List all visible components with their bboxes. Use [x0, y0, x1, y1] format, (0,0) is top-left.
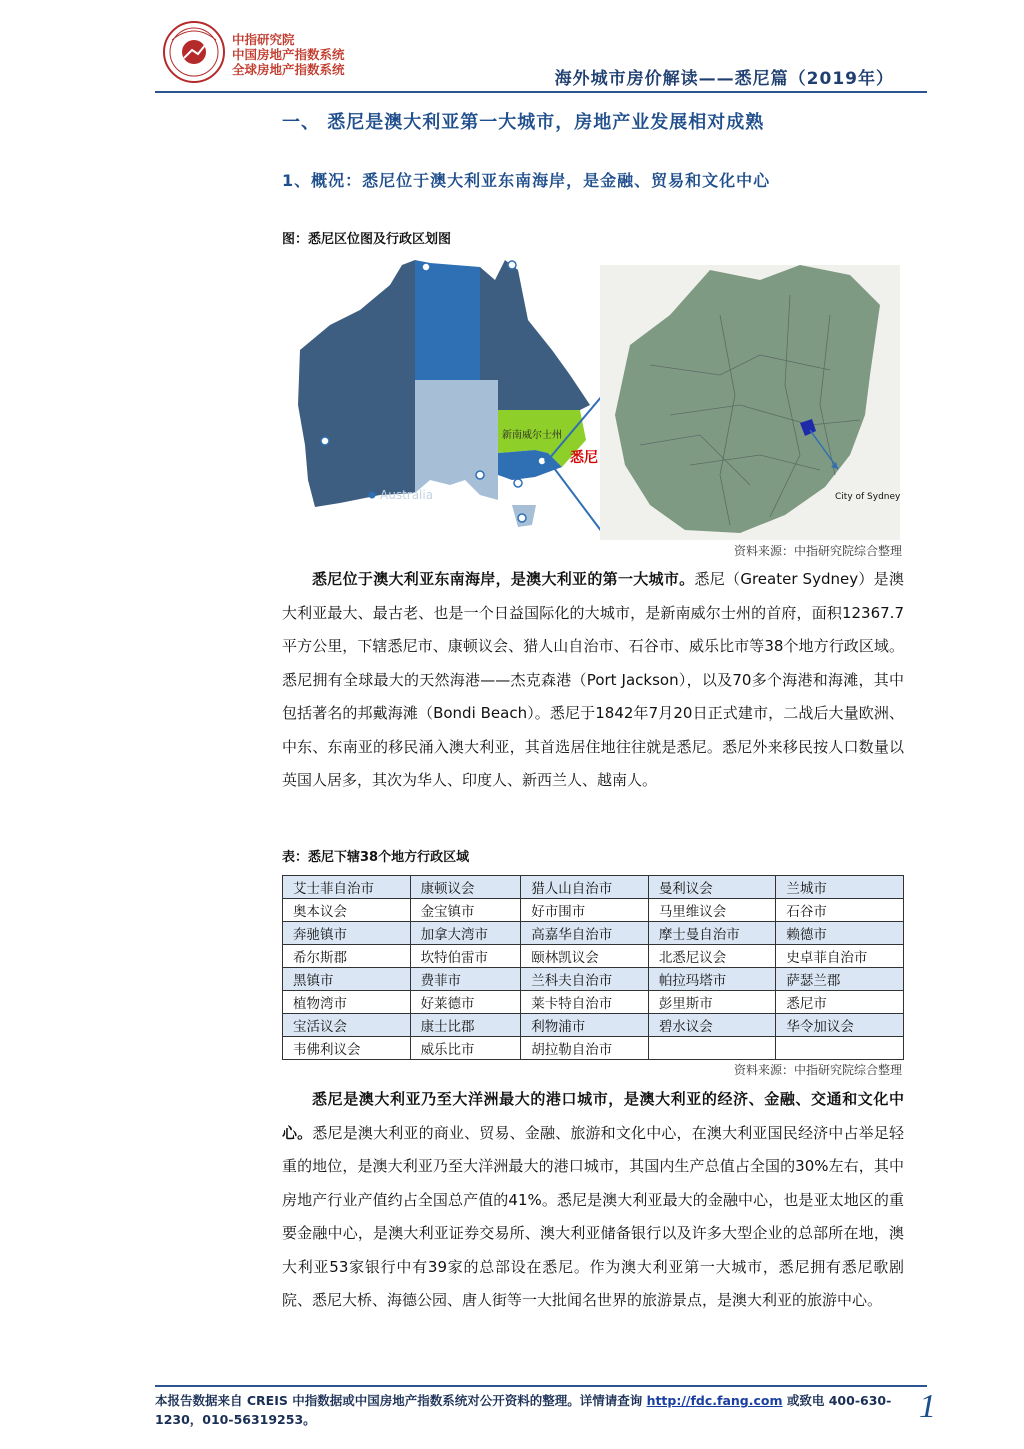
table-cell: 康顿议会: [410, 876, 521, 899]
table-cell: 费菲市: [410, 968, 521, 991]
table-caption: 表：悉尼下辖38个地方行政区域: [282, 850, 470, 865]
table-source: 资料来源：中指研究院综合整理: [733, 1063, 902, 1077]
footer-divider: [155, 1385, 927, 1387]
academy-logo: [162, 20, 226, 84]
table-cell: 悉尼市: [776, 991, 904, 1014]
table-cell: 好莱德市: [410, 991, 521, 1014]
table-cell: 摩士曼自治市: [648, 922, 776, 945]
table-cell: 石谷市: [776, 899, 904, 922]
economy-body: 悉尼是澳大利亚的商业、贸易、金融、旅游和文化中心，在澳大利亚国民经济中占举足轻重的地位，是澳大利亚乃至大洋洲最大的港口城市，其国内生产总值占全国的30%左右，其中房地产行业产值约占全国总产值的41%。悉尼是澳大利亚最大的金融中心，也是亚太地区的重要金融中心，是澳大利亚证券交易所、澳大利亚储备银行以及许多大型企业的总部所在地，澳大利亚53家银行中有39家的总部设在悉尼。作为澳大利亚第一大城市，悉尼拥有悉尼歌剧院、悉尼大桥、海德公园、唐人街等一大批闻名世界的旅游景点，是澳大利亚的旅游中心。: [282, 1123, 904, 1309]
figure-caption: 图：悉尼区位图及行政区划图: [282, 232, 452, 247]
label-city-of-sydney: City of Sydney: [835, 492, 901, 502]
table-cell: 华令加议会: [776, 1014, 904, 1037]
label-sydney: 悉尼: [570, 450, 598, 466]
table-cell: 胡拉勒自治市: [521, 1037, 649, 1060]
label-australia: Australia: [380, 488, 434, 502]
footer-text-after: 或致电 400-630-1230，010-56319253。: [155, 1393, 892, 1427]
table-cell: 好市围市: [521, 899, 649, 922]
table-row: [283, 922, 904, 945]
footer-note: [155, 1391, 915, 1429]
table-row: [283, 968, 904, 991]
table-cell: 北悉尼议会: [648, 945, 776, 968]
org-name-2: 中国房地产指数系统: [232, 47, 345, 62]
table-cell: 碧水议会: [648, 1014, 776, 1037]
table-row: [283, 991, 904, 1014]
table-row: [283, 1014, 904, 1037]
table-row: [283, 945, 904, 968]
header-divider: [155, 91, 927, 93]
section-title: 一、 悉尼是澳大利亚第一大城市，房地产业发展相对成熟: [282, 112, 765, 133]
table-cell: 宝活议会: [283, 1014, 411, 1037]
document-title: 海外城市房价解读——悉尼篇（2019年）: [554, 69, 894, 89]
table-cell: 帕拉玛塔市: [648, 968, 776, 991]
table-cell: 植物湾市: [283, 991, 411, 1014]
table-cell: 莱卡特自治市: [521, 991, 649, 1014]
org-name-3: 全球房地产指数系统: [232, 62, 345, 77]
location-map: [290, 255, 902, 540]
table-cell: 威乐比市: [410, 1037, 521, 1060]
districts-table: [282, 875, 904, 1060]
table-cell: 赖德市: [776, 922, 904, 945]
table-cell: 马里维议会: [648, 899, 776, 922]
figure-source: 资料来源：中指研究院综合整理: [733, 544, 902, 558]
table-cell: [776, 1037, 904, 1060]
org-name-1: 中指研究院: [232, 32, 295, 47]
overview-body: 悉尼（Greater Sydney）是澳大利亚最大、最古老、也是一个日益国际化的大城市，是新南威尔士州的首府，面积12367.7平方公里，下辖悉尼市、康顿议会、猎人山自治市、石谷市、威乐比市等38个地方行政区域。悉尼拥有全球最大的天然海港——杰克森港（Port Jackson），以及70多个海港和海滩，其中包括著名的邦戴海滩（Bondi Beach）。悉尼于1842年7月20日正式建市，二战后大量欧洲、中东、东南亚的移民涌入澳大利亚，其首选居住地往往就是悉尼。悉尼外来移民按人口数量以英国人居多，其次为华人、印度人、新西兰人、越南人。: [282, 570, 904, 789]
table-cell: [648, 1037, 776, 1060]
region-northern-territory: [415, 260, 480, 380]
table-cell: 兰城市: [776, 876, 904, 899]
label-new-south-wales: 新南威尔士州: [502, 430, 562, 441]
overview-paragraph: [282, 563, 904, 798]
legend-dot: [369, 492, 376, 499]
table-cell: 黑镇市: [283, 968, 411, 991]
table-cell: 兰科夫自治市: [521, 968, 649, 991]
subsection-title: 1、概况：悉尼位于澳大利亚东南海岸，是金融、贸易和文化中心: [282, 171, 771, 190]
location-map-figure: [290, 255, 902, 540]
table-cell: 猎人山自治市: [521, 876, 649, 899]
table-cell: 金宝镇市: [410, 899, 521, 922]
org-name-block: [232, 32, 345, 77]
table-cell: 曼利议会: [648, 876, 776, 899]
table-cell: 韦佛利议会: [283, 1037, 411, 1060]
table-cell: 萨瑟兰郡: [776, 968, 904, 991]
table-cell: 艾士菲自治市: [283, 876, 411, 899]
table-cell: 奥本议会: [283, 899, 411, 922]
economy-paragraph: [282, 1083, 904, 1318]
table-row: [283, 899, 904, 922]
table-row: [283, 876, 904, 899]
table-cell: 康士比郡: [410, 1014, 521, 1037]
table-cell: 希尔斯郡: [283, 945, 411, 968]
overview-lead: 悉尼位于澳大利亚东南海岸，是澳大利亚的第一大城市。: [312, 570, 695, 588]
table-cell: 奔驰镇市: [283, 922, 411, 945]
table-cell: 史卓菲自治市: [776, 945, 904, 968]
table-cell: 彭里斯市: [648, 991, 776, 1014]
table-cell: 利物浦市: [521, 1014, 649, 1037]
footer-link[interactable]: http://fdc.fang.com: [646, 1393, 783, 1408]
table-cell: 高嘉华自治市: [521, 922, 649, 945]
table-row: [283, 1037, 904, 1060]
page-header: [0, 0, 1024, 96]
table-cell: 坎特伯雷市: [410, 945, 521, 968]
table-cell: 加拿大湾市: [410, 922, 521, 945]
table-cell: 颐林凯议会: [521, 945, 649, 968]
page-number: 1: [919, 1388, 936, 1425]
region-western-australia: [298, 260, 415, 507]
footer-text-before: 本报告数据来自 CREIS 中指数据或中国房地产指数系统对公开资料的整理。详情请查询: [155, 1393, 647, 1408]
economy-lead: 悉尼是澳大利亚乃至大洋洲最大的港口城市，是澳大利亚的经济、金融、交通和文化中心。: [282, 1090, 904, 1142]
region-south-australia: [415, 380, 498, 500]
